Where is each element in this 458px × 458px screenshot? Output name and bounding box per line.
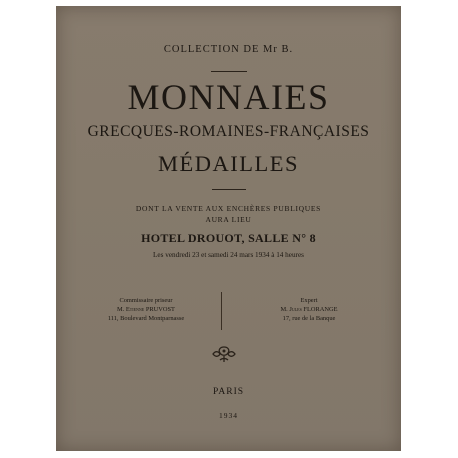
expert-role: Expert	[300, 297, 318, 304]
top-rule	[211, 71, 247, 72]
second-title: MÉDAILLES	[158, 151, 299, 176]
main-title: MONNAIES	[127, 77, 330, 117]
column-divider	[221, 292, 222, 330]
collection-heading: COLLECTION DE Mr B.	[163, 44, 294, 55]
year: 1934	[219, 411, 238, 420]
city: PARIS	[212, 387, 245, 397]
catalogue-cover	[56, 6, 401, 451]
middle-rule	[212, 189, 246, 190]
sale-dates: Les vendredi 23 et samedi 24 mars 1934 à 14 heures	[153, 251, 304, 259]
expert-name: M. Jules FLORANGE	[280, 306, 338, 313]
auctioneer-block	[76, 296, 216, 323]
subtitle: GRECQUES-ROMAINES-FRANÇAISES	[87, 123, 370, 140]
venue: HOTEL DROUOT, SALLE N° 8	[141, 231, 316, 245]
auctioneer-name: M. Etienne PRUVOST	[117, 306, 175, 313]
auctioneer-address: 111, Boulevard Montparnasse	[107, 315, 185, 322]
auctioneer-role: Commissaire priseur	[119, 297, 173, 304]
expert-address: 17, rue de la Banque	[282, 315, 336, 322]
expert-block	[239, 296, 379, 323]
sale-line-2: AURA LIEU	[205, 215, 252, 224]
fleuron-ornament-icon	[210, 344, 238, 364]
sale-line-1: DONT LA VENTE AUX ENCHÈRES PUBLIQUES	[135, 204, 322, 213]
